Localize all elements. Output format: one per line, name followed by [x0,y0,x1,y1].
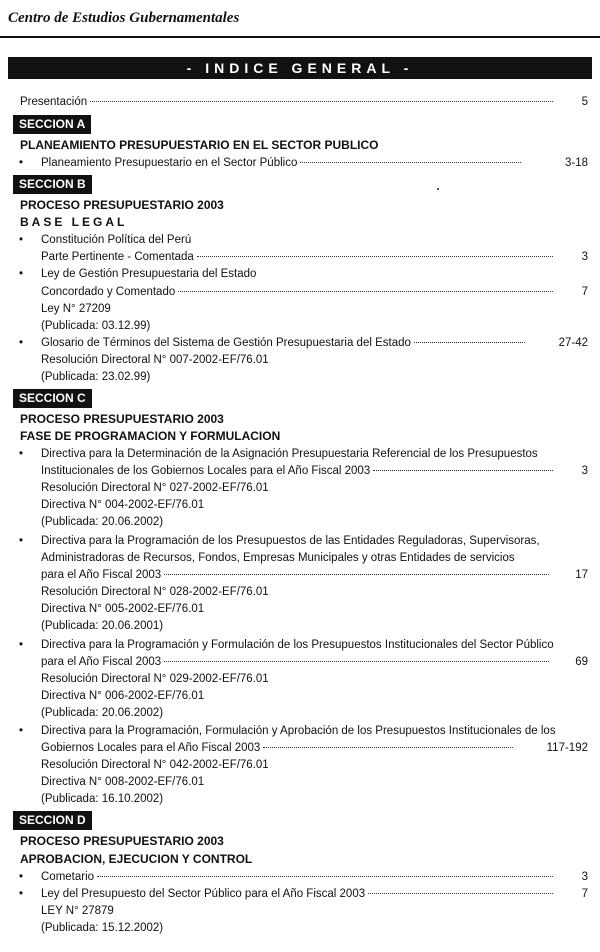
entry-line: (Publicada: 20.06.2002) [41,707,164,719]
bullet-icon: • [19,639,24,651]
toc-entry-presentacion[interactable] [0,94,600,111]
entry-line: (Publicada: 23.02.99) [41,371,151,383]
entry-text: Parte Pertinente - Comentada [41,251,194,263]
toc-entry-d2[interactable] [0,886,600,903]
bullet-icon: • [19,268,24,280]
entry-line: Directiva N° 004-2002-EF/76.01 [41,499,205,511]
page-number: 69 [575,656,588,668]
section-d-label: SECCION D [13,811,92,830]
page-number: 117-192 [546,742,588,754]
dot-leader [368,893,553,894]
dot-leader [263,747,513,748]
entry-line: Ley de Gestión Presupuestaria del Estado [41,268,257,280]
page-number: 3 [581,871,588,883]
toc-entry-c3[interactable] [0,654,600,671]
running-header: Centro de Estudios Gubernamentales [8,10,240,26]
page-number: 3 [581,465,588,477]
page-number: 3-18 [564,157,588,169]
section-d-title: PROCESO PRESUPUESTARIO 2003 [20,834,224,848]
dot-leader [300,162,521,163]
toc-entry-c2[interactable] [0,567,600,584]
bullet-icon: • [19,337,24,349]
dot-leader [197,256,553,257]
entry-line: (Publicada: 15.12.2002) [41,922,164,934]
dot-leader [178,291,553,292]
header-rule [0,36,600,38]
bullet-icon: • [19,888,24,900]
bullet-icon: • [19,157,24,169]
section-b-subtitle: BASE LEGAL [20,215,128,229]
entry-text: Cometario [41,871,95,883]
entry-line: Directiva N° 005-2002-EF/76.01 [41,603,205,615]
page-number: 17 [575,569,588,581]
toc-entry-c1[interactable] [0,463,600,480]
entry-text: Institucionales de los Gobiernos Locales para el Año Fiscal 2003 [41,465,371,477]
entry-line: Directiva para la Programación, Formulación y Aprobación de los Presupuestos Institucionales de los [41,725,556,737]
dot-leader [164,574,549,575]
entry-line: Resolución Directoral N° 042-2002-EF/76.01 [41,759,269,771]
page-number: 27-42 [558,337,588,349]
toc-entry-b3[interactable] [0,335,600,352]
entry-line: Resolución Directoral N° 029-2002-EF/76.01 [41,673,269,685]
dot-leader [97,876,553,877]
toc-entry-b1[interactable] [0,249,600,266]
entry-line: Directiva N° 006-2002-EF/76.01 [41,690,205,702]
dot-leader [164,661,549,662]
page-number: 7 [581,286,588,298]
entry-text: Concordado y Comentado [41,286,176,298]
entry-line: (Publicada: 20.06.2001) [41,620,164,632]
entry-line: Directiva para la Programación y Formulación de los Presupuestos Institucionales del Sector Público [41,639,554,651]
page-number: 7 [581,888,588,900]
toc-entry-a1[interactable] [0,155,600,172]
entry-line: (Publicada: 03.12.99) [41,320,151,332]
toc-entry-c4[interactable] [0,740,600,757]
entry-line: Resolución Directoral N° 027-2002-EF/76.01 [41,482,269,494]
entry-line: (Publicada: 20.06.2002) [41,516,164,528]
entry-line: Directiva para la Determinación de la Asignación Presupuestaria Referencial de los Presupuestos [41,448,538,460]
section-c-title: PROCESO PRESUPUESTARIO 2003 [20,412,224,426]
dot-leader [90,101,553,102]
page-number: 3 [581,251,588,263]
entry-line: LEY N° 27879 [41,905,114,917]
section-c-subtitle: FASE DE PROGRAMACION Y FORMULACION [20,429,281,443]
bullet-icon: • [19,871,24,883]
entry-line: Constitución Política del Perú [41,234,192,246]
page-number: 5 [581,96,588,108]
entry-text: Planeamiento Presupuestario en el Sector Público [41,157,298,169]
section-b-label: SECCION B [13,175,92,194]
entry-text: para el Año Fiscal 2003 [41,656,162,668]
entry-line: Ley N° 27209 [41,303,111,315]
bullet-icon: • [19,448,24,460]
entry-text: Presentación [20,96,88,108]
entry-text: Glosario de Términos del Sistema de Gestión Presupuestaria del Estado [41,337,411,349]
entry-line: Resolución Directoral N° 007-2002-EF/76.01 [41,354,269,366]
entry-line: Directiva N° 008-2002-EF/76.01 [41,776,205,788]
bullet-icon: • [19,234,24,246]
section-a-label: SECCION A [13,115,91,134]
entry-text: Ley del Presupuesto del Sector Público para el Año Fiscal 2003 [41,888,366,900]
entry-line: Directiva para la Programación de los Presupuestos de las Entidades Reguladoras, Supervisoras, [41,535,540,547]
entry-line: Resolución Directoral N° 028-2002-EF/76.01 [41,586,269,598]
entry-line: Administradoras de Recursos, Fondos, Empresas Municipales y otras Entidades de servicios [41,552,515,564]
dot-leader [414,342,525,343]
toc-entry-b2[interactable] [0,284,600,301]
index-banner: - INDICE GENERAL - [8,57,592,79]
entry-line: (Publicada: 16.10.2002) [41,793,164,805]
speck [437,188,439,190]
bullet-icon: • [19,725,24,737]
section-d-subtitle: APROBACION, EJECUCION Y CONTROL [20,852,253,866]
section-c-label: SECCION C [13,389,92,408]
toc-entry-d1[interactable] [0,869,600,886]
entry-text: para el Año Fiscal 2003 [41,569,162,581]
dot-leader [373,470,553,471]
entry-text: Gobiernos Locales para el Año Fiscal 2003 [41,742,261,754]
section-b-title: PROCESO PRESUPUESTARIO 2003 [20,198,224,212]
section-a-title: PLANEAMIENTO PRESUPUESTARIO EN EL SECTOR PUBLICO [20,138,379,152]
bullet-icon: • [19,535,24,547]
